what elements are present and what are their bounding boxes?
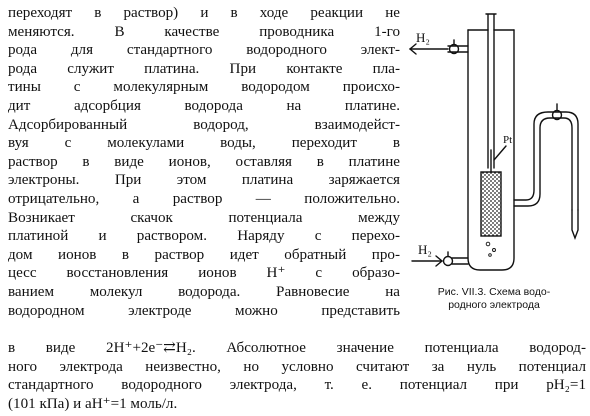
text-line: Адсорбированный водород, взаимодейст- [8,116,400,133]
side-siphon [514,112,578,210]
text-line: отрицательно, а раствор — положительно. [8,190,400,207]
text-line: электроны. При этом платина заряжается [8,172,400,189]
text-line: рода для стандартного водородного элект- [8,42,400,59]
text-line: вуя с молекулами воды, переходит в [8,135,400,152]
text-line: рода служит платина. При контакте пла- [8,60,400,77]
text-line: водородном электроде можно представить [8,302,400,319]
hydrogen-electrode-figure [402,0,588,280]
text-line: Возникает скачок потенциала между [8,209,400,226]
text-line: переходят в раствор) и в ходе реакции не [8,5,400,21]
text-line: дит адсорбция водорода на платине. [8,97,400,114]
full-width-text [8,339,586,413]
text-line: стандартного водородного электрода, т. е. потенциал при pH₂=1 [8,377,586,394]
caption-line: родного электрода [448,299,540,311]
pt-label: Pt [503,134,513,146]
h2-bottom-label: H₂ [418,242,432,257]
text-line: ванием молекул водорода. Равновесие на [8,283,400,300]
caption-line: Рис. VII.3. Схема водо- [437,286,551,298]
figure-caption [400,286,588,312]
text-line: дом ионов в раствор идет обратный про- [8,246,400,263]
text-line: цесс восстановления ионов H⁺ с образо- [8,265,400,282]
inner-tube [488,30,494,168]
text-line: раствор в виде ионов, оставляя в платине [8,153,400,170]
h2-top-label: H₂ [416,30,430,45]
text-line: (101 кПа) и aH⁺=1 моль/л. [8,395,178,412]
text-line: платиной и раствором. Наряду с перехо- [8,228,400,245]
text-line: в виде 2H⁺+2e⁻⇄H₂. Абсолютное значение потенциала водород- [8,340,586,356]
text-line: тины с молекулярным водородом происхо- [8,79,400,96]
platinum-electrode [481,172,501,236]
text-line: меняются. В качестве проводника 1-го [8,23,400,40]
text-line: ного электрода неизвестно, но условно считают за нуль потенциал [8,358,586,375]
main-text-column [8,4,400,320]
